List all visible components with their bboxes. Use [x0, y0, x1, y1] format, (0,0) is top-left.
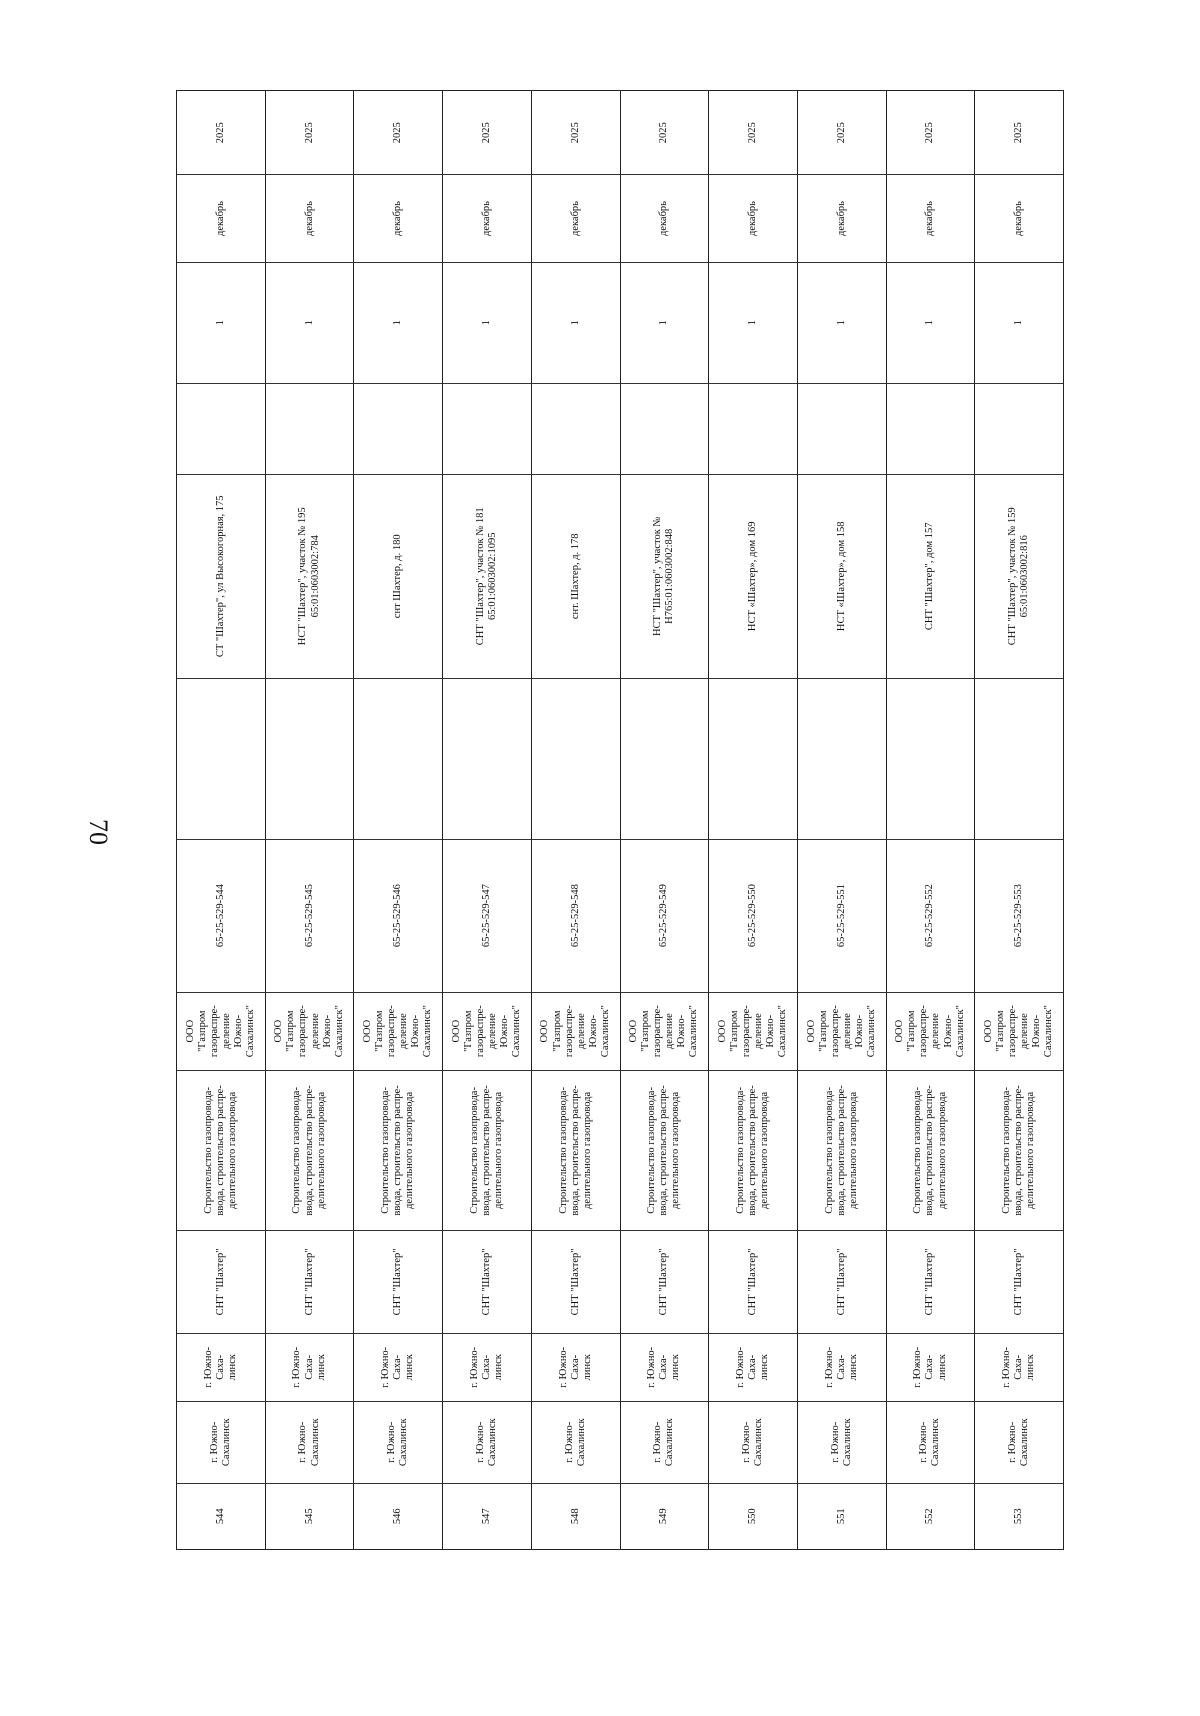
empty-cell: [443, 678, 531, 839]
organization-cell: ООО "Газпром газораспре- деление Южно- Сахалинск": [709, 992, 797, 1070]
year-cell: 2025: [392, 122, 404, 144]
address-cell: снт Шахтер, д. 180: [354, 474, 442, 678]
row-number: 545: [266, 1483, 354, 1549]
applicant-cell: СНТ "Шахтер": [798, 1230, 886, 1332]
count-cell: 1: [798, 262, 886, 383]
row-number: 547: [443, 1483, 531, 1549]
city-cell: г. Южно- Саха- линск: [443, 1333, 531, 1401]
applicant-cell: СНТ "Шахтер": [975, 1230, 1063, 1332]
applicant-cell: СНТ "Шахтер": [354, 1230, 442, 1332]
city-cell: г. Южно- Саха- линск: [621, 1333, 709, 1401]
table-row: [887, 90, 976, 1550]
year-cell: 2025: [569, 122, 581, 144]
work-description-cell: Строительство газопровода- ввода, строительство распре- делительного газопровода: [532, 1070, 620, 1231]
municipality-cell: г. Южно- Сахалинск: [975, 1401, 1063, 1483]
empty-cell: [532, 383, 620, 474]
empty-cell: [354, 383, 442, 474]
count-cell: 1: [443, 262, 531, 383]
municipality-cell: г. Южно- Сахалинск: [354, 1401, 442, 1483]
empty-cell: [709, 383, 797, 474]
organization-cell: ООО "Газпром газораспре- деление Южно- Сахалинск": [443, 992, 531, 1070]
count-cell: 1: [975, 262, 1063, 383]
empty-cell: [621, 678, 709, 839]
month-cell: декабрь: [266, 174, 354, 261]
table-row: [354, 90, 443, 1550]
empty-cell: [709, 678, 797, 839]
month-cell: декабрь: [975, 174, 1063, 261]
year-cell: 2025: [303, 122, 315, 144]
city-cell: г. Южно- Саха- линск: [354, 1333, 442, 1401]
municipality-cell: г. Южно- Сахалинск: [798, 1401, 886, 1483]
gasification-table: [176, 90, 1064, 1550]
registration-number-cell: 65-25-529-548: [532, 839, 620, 992]
year-cell: 2025: [1013, 122, 1025, 144]
year-cell: 2025: [658, 122, 670, 144]
address-cell: НСТ "Шахтер", участок № 195 65:01:0603002:784: [266, 474, 354, 678]
organization-cell: ООО "Газпром газораспре- деление Южно- Сахалинск": [975, 992, 1063, 1070]
applicant-cell: СНТ "Шахтер": [177, 1230, 265, 1332]
empty-cell: [798, 383, 886, 474]
applicant-cell: СНТ "Шахтер": [266, 1230, 354, 1332]
empty-cell: [887, 383, 975, 474]
work-description-cell: Строительство газопровода- ввода, строительство распре- делительного газопровода: [443, 1070, 531, 1231]
page-number: 70: [84, 819, 113, 845]
municipality-cell: г. Южно- Сахалинск: [532, 1401, 620, 1483]
work-description-cell: Строительство газопровода- ввода, строительство распре- делительного газопровода: [266, 1070, 354, 1231]
year-cell: 2025: [747, 122, 759, 144]
work-description-cell: Строительство газопровода- ввода, строительство распре- делительного газопровода: [621, 1070, 709, 1231]
empty-cell: [443, 383, 531, 474]
registration-number-cell: 65-25-529-550: [709, 839, 797, 992]
work-description-cell: Строительство газопровода- ввода, строительство распре- делительного газопровода: [354, 1070, 442, 1231]
organization-cell: ООО "Газпром газораспре- деление Южно- Сахалинск": [798, 992, 886, 1070]
year-cell: 2025: [835, 122, 847, 144]
organization-cell: ООО "Газпром газораспре- деление Южно- Сахалинск": [621, 992, 709, 1070]
city-cell: г. Южно- Саха- линск: [709, 1333, 797, 1401]
organization-cell: ООО "Газпром газораспре- деление Южно- Сахалинск": [887, 992, 975, 1070]
empty-cell: [975, 383, 1063, 474]
table-row: [798, 90, 887, 1550]
count-cell: 1: [354, 262, 442, 383]
address-cell: НСТ "Шахтер", участок № Н765:01:0603002:848: [621, 474, 709, 678]
municipality-cell: г. Южно- Сахалинск: [887, 1401, 975, 1483]
row-number: 552: [887, 1483, 975, 1549]
applicant-cell: СНТ "Шахтер": [709, 1230, 797, 1332]
municipality-cell: г. Южно- Сахалинск: [266, 1401, 354, 1483]
empty-cell: [798, 678, 886, 839]
month-cell: декабрь: [532, 174, 620, 261]
city-cell: г. Южно- Саха- линск: [532, 1333, 620, 1401]
table-row: [176, 90, 266, 1550]
municipality-cell: г. Южно- Сахалинск: [709, 1401, 797, 1483]
month-cell: декабрь: [798, 174, 886, 261]
row-number: 553: [975, 1483, 1063, 1549]
address-cell: НСТ «Шахтер», дом 169: [709, 474, 797, 678]
row-number: 549: [621, 1483, 709, 1549]
work-description-cell: Строительство газопровода- ввода, строительство распре- делительного газопровода: [177, 1070, 265, 1231]
organization-cell: ООО "Газпром газораспре- деление Южно- Сахалинск": [354, 992, 442, 1070]
organization-cell: ООО "Газпром газораспре- деление Южно- Сахалинск": [532, 992, 620, 1070]
address-cell: НСТ «Шахтер», дом 158: [798, 474, 886, 678]
count-cell: 1: [266, 262, 354, 383]
address-cell: СНТ "Шахтер", дом 157: [887, 474, 975, 678]
registration-number-cell: 65-25-529-545: [266, 839, 354, 992]
count-cell: 1: [709, 262, 797, 383]
empty-cell: [354, 678, 442, 839]
applicant-cell: СНТ "Шахтер": [443, 1230, 531, 1332]
address-cell: снт. Шахтер, д. 178: [532, 474, 620, 678]
year-cell: 2025: [924, 122, 936, 144]
registration-number-cell: 65-25-529-544: [177, 839, 265, 992]
organization-cell: ООО "Газпром газораспре- деление Южно- Сахалинск": [266, 992, 354, 1070]
registration-number-cell: 65-25-529-546: [354, 839, 442, 992]
empty-cell: [621, 383, 709, 474]
table-row: [266, 90, 355, 1550]
row-number: 551: [798, 1483, 886, 1549]
count-cell: 1: [177, 262, 265, 383]
month-cell: декабрь: [621, 174, 709, 261]
city-cell: г. Южно- Саха- линск: [266, 1333, 354, 1401]
address-cell: СТ "Шахтер", ул Высокогорная, 175: [177, 474, 265, 678]
city-cell: г. Южно- Саха- линск: [975, 1333, 1063, 1401]
count-cell: 1: [887, 262, 975, 383]
month-cell: декабрь: [887, 174, 975, 261]
registration-number-cell: 65-25-529-547: [443, 839, 531, 992]
month-cell: декабрь: [709, 174, 797, 261]
municipality-cell: г. Южно- Сахалинск: [177, 1401, 265, 1483]
work-description-cell: Строительство газопровода- ввода, строительство распре- делительного газопровода: [709, 1070, 797, 1231]
row-number: 550: [709, 1483, 797, 1549]
row-number: 544: [177, 1483, 265, 1549]
registration-number-cell: 65-25-529-552: [887, 839, 975, 992]
address-cell: СНТ "Шахтер", участок № 181 65:01:0603002:1095: [443, 474, 531, 678]
table-row: [443, 90, 532, 1550]
table-row: [621, 90, 710, 1550]
empty-cell: [532, 678, 620, 839]
work-description-cell: Строительство газопровода- ввода, строительство распре- делительного газопровода: [975, 1070, 1063, 1231]
count-cell: 1: [621, 262, 709, 383]
table-row: [532, 90, 621, 1550]
month-cell: декабрь: [443, 174, 531, 261]
organization-cell: ООО "Газпром газораспре- деление Южно- Сахалинск": [177, 992, 265, 1070]
empty-cell: [177, 383, 265, 474]
year-cell: 2025: [480, 122, 492, 144]
month-cell: декабрь: [177, 174, 265, 261]
table-row: [975, 90, 1064, 1550]
table-row: [709, 90, 798, 1550]
empty-cell: [887, 678, 975, 839]
work-description-cell: Строительство газопровода- ввода, строительство распре- делительного газопровода: [887, 1070, 975, 1231]
applicant-cell: СНТ "Шахтер": [887, 1230, 975, 1332]
registration-number-cell: 65-25-529-551: [798, 839, 886, 992]
applicant-cell: СНТ "Шахтер": [532, 1230, 620, 1332]
city-cell: г. Южно- Саха- линск: [798, 1333, 886, 1401]
row-number: 546: [354, 1483, 442, 1549]
municipality-cell: г. Южно- Сахалинск: [621, 1401, 709, 1483]
address-cell: СНТ "Шахтер", участок № 159 65:01:0603002:816: [975, 474, 1063, 678]
empty-cell: [975, 678, 1063, 839]
month-cell: декабрь: [354, 174, 442, 261]
count-cell: 1: [532, 262, 620, 383]
row-number: 548: [532, 1483, 620, 1549]
registration-number-cell: 65-25-529-553: [975, 839, 1063, 992]
work-description-cell: Строительство газопровода- ввода, строительство распре- делительного газопровода: [798, 1070, 886, 1231]
empty-cell: [266, 383, 354, 474]
empty-cell: [177, 678, 265, 839]
year-cell: 2025: [214, 122, 226, 144]
empty-cell: [266, 678, 354, 839]
city-cell: г. Южно- Саха- линск: [177, 1333, 265, 1401]
municipality-cell: г. Южно- Сахалинск: [443, 1401, 531, 1483]
registration-number-cell: 65-25-529-549: [621, 839, 709, 992]
city-cell: г. Южно- Саха- линск: [887, 1333, 975, 1401]
applicant-cell: СНТ "Шахтер": [621, 1230, 709, 1332]
